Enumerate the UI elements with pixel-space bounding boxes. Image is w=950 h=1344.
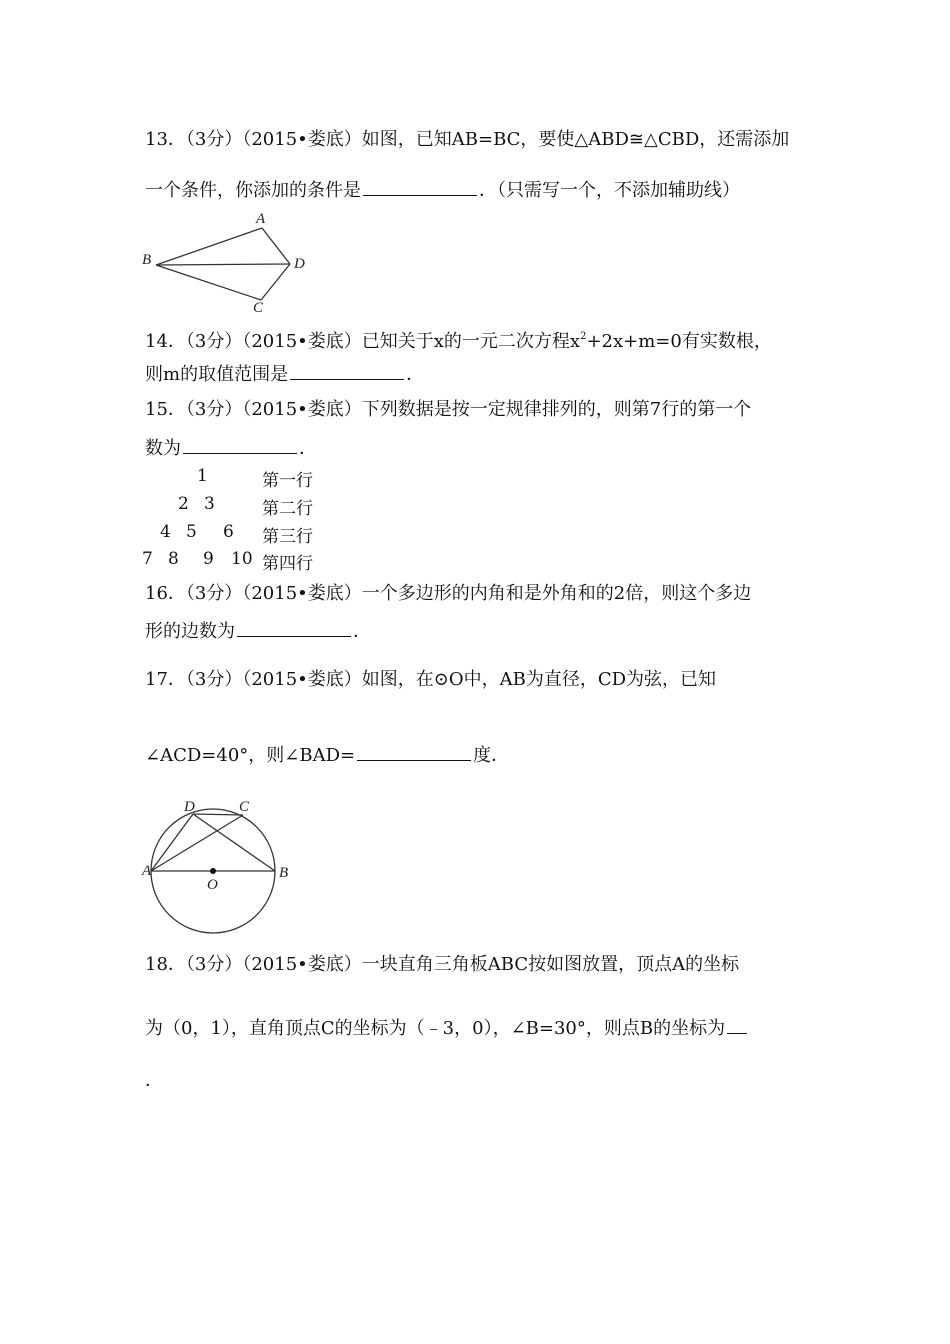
q18-answer-blank[interactable] — [727, 1015, 747, 1034]
q18-line2-pre: 为（0，1），直角顶点C的坐标为（﹣3，0），∠B=30°，则点B的坐标为 — [145, 1018, 726, 1039]
q15-line2-post: ． — [299, 438, 317, 459]
q14-line1-post: +2x+m=0有实数根， — [586, 331, 772, 352]
segment-ac — [151, 815, 243, 871]
row-label: 第四行 — [262, 554, 313, 574]
q13-line2-post: ．（只需写一个，不添加辅助线） — [479, 180, 740, 201]
triangle-number: 10 — [231, 549, 253, 569]
triangle-number: 8 — [168, 549, 179, 569]
q14-line1 — [145, 324, 772, 355]
q17-answer-blank[interactable] — [357, 742, 471, 761]
label-c: C — [253, 300, 264, 316]
q15-line1: 15．（3分）（2015•娄底）下列数据是按一定规律排列的，则第7行的第一个 — [145, 399, 752, 420]
q17-line2-post: 度． — [473, 745, 510, 766]
triangle-number: 3 — [204, 494, 215, 514]
q16-line2-post: ． — [353, 621, 371, 642]
q16-line2 — [145, 618, 371, 645]
label-a: A — [142, 863, 152, 879]
label-o: O — [207, 877, 218, 893]
q17-circle-figure — [138, 795, 298, 935]
segment-ad — [262, 228, 290, 264]
q15-line2-pre: 数为 — [145, 438, 181, 459]
q15-answer-blank[interactable] — [183, 435, 297, 454]
q17-line2-pre: ∠ACD=40°，则∠BAD= — [145, 745, 356, 766]
q14-line2-pre: 则m的取值范围是 — [145, 364, 289, 385]
q16-answer-blank[interactable] — [237, 618, 351, 637]
q13-line2 — [145, 177, 740, 204]
triangle-number: 4 — [160, 522, 171, 542]
q17-line1: 17．（3分）（2015•娄底）如图，在⊙O中，AB为直径，CD为弦，已知 — [145, 669, 717, 690]
triangle-number: 1 — [197, 466, 208, 486]
triangle-number: 9 — [203, 549, 214, 569]
label-d: D — [294, 256, 305, 272]
q14-line2-post: ． — [406, 364, 425, 385]
row-label: 第二行 — [262, 499, 313, 519]
center-point — [210, 868, 216, 874]
q18-line2 — [145, 1015, 749, 1042]
chord-cd — [193, 814, 243, 815]
label-c: C — [239, 799, 250, 815]
triangle-number: 6 — [223, 522, 234, 542]
q14-exponent: 2 — [580, 331, 587, 342]
label-b: B — [279, 865, 289, 881]
q18-line3: ． — [145, 1070, 163, 1091]
q13-line1: 13．（3分）（2015•娄底）如图，已知AB=BC，要使△ABD≅△CBD，还需添加 — [145, 129, 790, 150]
q14-line2 — [145, 361, 424, 388]
q13-answer-blank[interactable] — [363, 177, 477, 196]
label-b: B — [142, 252, 152, 268]
q16-line1: 16．（3分）（2015•娄底）一个多边形的内角和是外角和的2倍，则这个多边 — [145, 583, 752, 604]
segment-cd — [261, 264, 290, 300]
triangle-number: 2 — [178, 494, 189, 514]
q13-line2-pre: 一个条件，你添加的条件是 — [145, 180, 361, 201]
q15-line2 — [145, 435, 317, 462]
segment-bd — [156, 264, 290, 265]
row-label: 第三行 — [262, 527, 313, 547]
segment-ba — [156, 228, 262, 265]
segment-bc — [156, 265, 261, 300]
segment-db — [193, 814, 275, 871]
q14-answer-blank[interactable] — [290, 361, 404, 380]
q18-line1: 18．（3分）（2015•娄底）一块直角三角板ABC按如图放置，顶点A的坐标 — [145, 954, 740, 975]
row-label: 第一行 — [262, 471, 313, 491]
triangle-number: 5 — [186, 522, 197, 542]
q17-line2 — [145, 742, 509, 769]
q14-line1-pre: 14．（3分）（2015•娄底）已知关于x的一元二次方程x — [145, 331, 581, 352]
label-d: D — [184, 799, 195, 815]
label-a: A — [256, 211, 266, 227]
q16-line2-pre: 形的边数为 — [145, 621, 235, 642]
triangle-number: 7 — [142, 549, 153, 569]
q13-kite-figure — [138, 208, 318, 316]
